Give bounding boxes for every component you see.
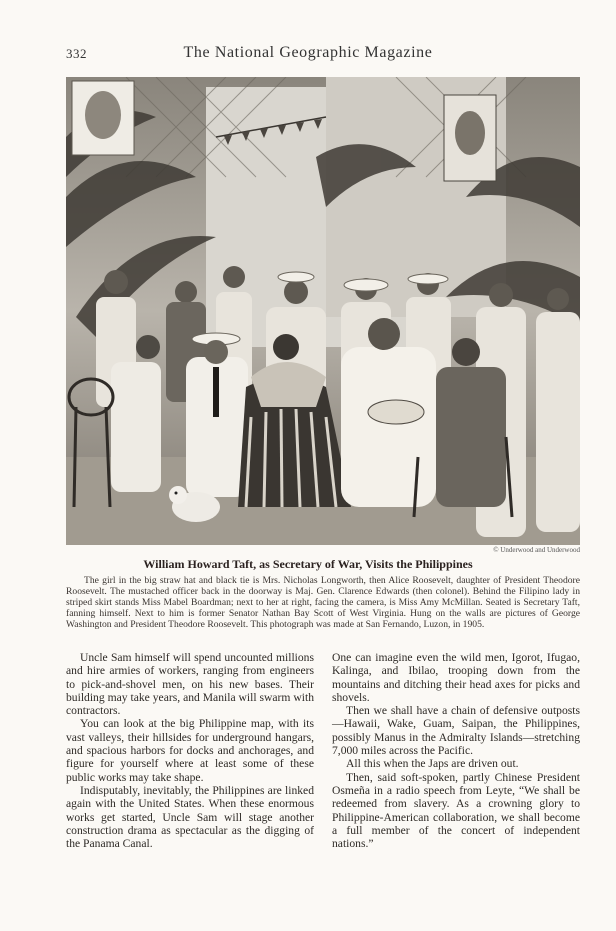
body-paragraph: Indisputably, inevitably, the Philippines are linked again with the United States. When these enormous works get started, Uncle Sam will stage another construction drama as spectacular as the digging of the Panama Canal.	[66, 783, 314, 851]
article-column-right	[332, 651, 580, 850]
body-paragraph-continued: One can imagine even the wild men, Igorot, Ifugao, Kalinga, and Ibilao, trooping down from the mountains and ditching their head axes for picks and shovels.	[332, 651, 580, 704]
historical-photograph	[66, 77, 580, 545]
body-paragraph: Then we shall have a chain of defensive outposts—Hawaii, Wake, Guam, Saipan, the Philippines, possibly Manus in the Admiralty Islands—stretching 7,000 miles across the Pacific.	[332, 704, 580, 758]
photo-credit: © Underwood and Underwood	[493, 546, 580, 554]
page-number: 332	[66, 46, 87, 61]
body-paragraph: You can look at the big Philippine map, with its vast valleys, their hillsides for underground hangars, and spacious harbors for docks and anchorages, and figure for yourself where at least some of these public works may take shape.	[66, 717, 314, 784]
body-paragraph: All this when the Japs are driven out.	[346, 757, 519, 771]
body-paragraph: Then, said soft-spoken, partly Chinese President Osmeña in a radio speech from Leyte, “We shall be redeemed from slavery. As a crowning glory to Philippine-American collaboration, we shall become a full member of the concert of independent nations.”	[332, 770, 580, 851]
article-column-left	[66, 651, 314, 850]
caption-title: William Howard Taft, as Secretary of War, Visits the Philippines	[143, 557, 473, 571]
running-head: The National Geographic Magazine	[183, 44, 433, 61]
caption-paragraph: The girl in the big straw hat and black tie is Mrs. Nicholas Longworth, then Alice Roosevelt, daughter of President Theodore Roosevelt. The mustached officer back in the doorway is Maj. Gen. Clarence Edwards (then colonel). Behind the Filipino lady in striped skirt stands Miss Mabel Boardman; next to her at right, facing the camera, is Miss Amy McMillan. Seated is Secretary Taft, fanning himself. Next to him is former Senator Nathan Bay Scott of West Virginia. Hung on the walls are pictures of George Washington and President Theodore Roosevelt. This photograph was made at San Fernando, Luzon, in 1905.	[66, 575, 580, 630]
caption-body	[66, 575, 580, 630]
body-paragraph: Uncle Sam himself will spend uncounted millions and hire armies of workers, ranging from engineers to pick-and-shovel men, on his new bases. Their building may take years, and Manila will swarm with contractors.	[66, 651, 314, 718]
